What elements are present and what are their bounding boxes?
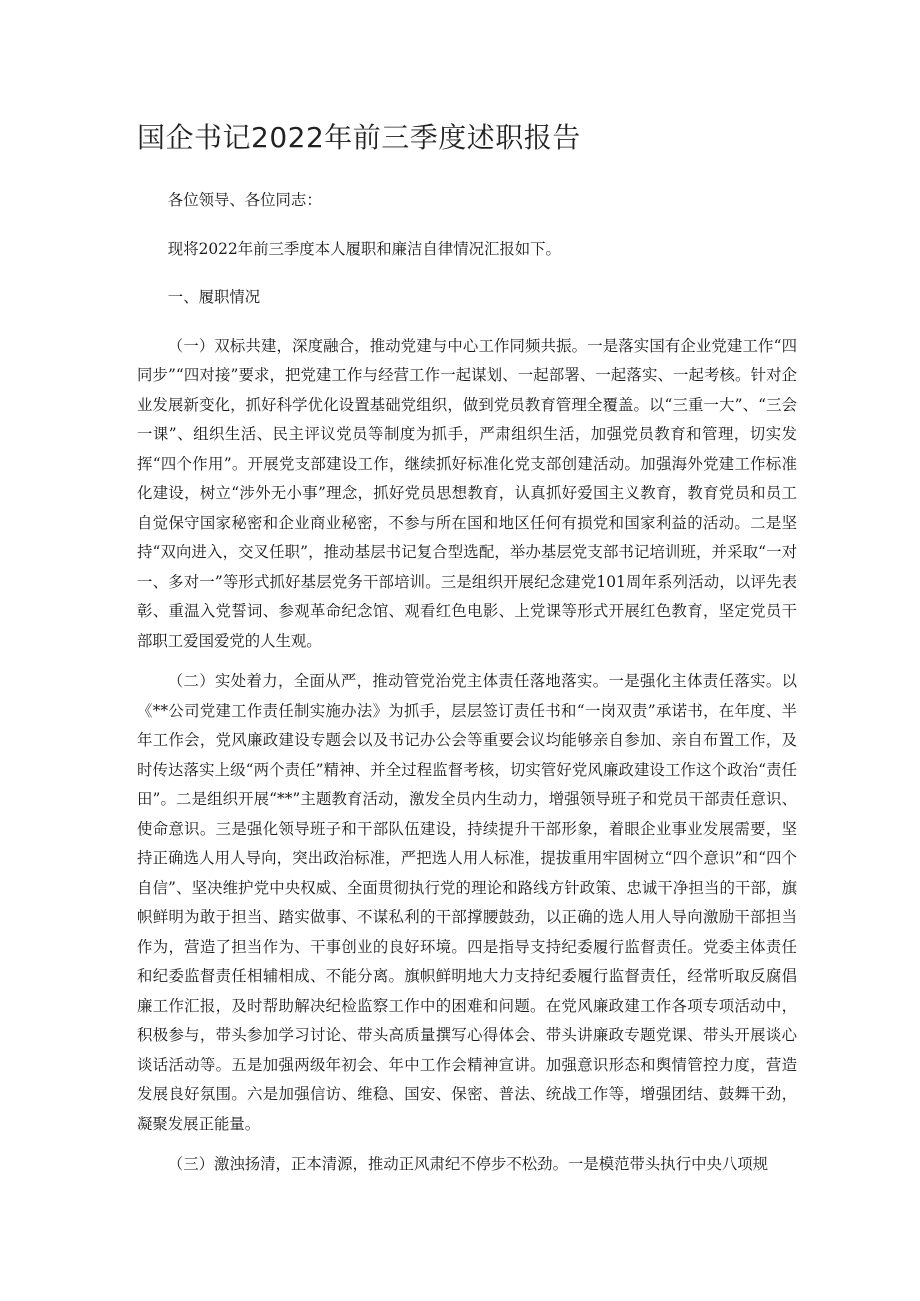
body-paragraph: （三）激浊扬清，正本清源，推动正风肃纪不停步不松劲。一是模范带头执行中央八项规 <box>167 1155 769 1173</box>
section-heading: 一、履职情况 <box>167 288 261 306</box>
body-paragraph: （一）双标共建，深度融合，推动党建与中心工作同频共振。一是落实国有企业党建工作“四同步”“四对接”要求，把党建工作与经营工作一起谋划、一起部署、一起落实、一起考核。针对企业发展新变化，抓好科学优化设置基础党组织，做到党员教育管理全覆盖。以“三重一大”、“三会一课”、组织生活、民主评议党员等制度为抓手，严肃组织生活，加强党员教育和管理，切实发挥“四个作用”。开展党支部建设工作，继续抓好标准化党支部创建活动。加强海外党建工作标准化建设，树立“涉外无小事”理念，抓好党员思想教育，认真抓好爱国主义教育，教育党员和员工自觉保守国家秘密和企业商业秘密，不参与所在国和地区任何有损党和国家利益的活动。二是坚持“双向进入，交叉任职”，推动基层书记复合型选配，举办基层党支部书记培训班，并采取“一对一、多对一”等形式抓好基层党务干部培训。三是组织开展纪念建党101周年系列活动，以评先表彰、重温入党誓词、参观革命纪念馆、观看红色电影、上党课等形式开展红色教育，坚定党员干部职工爱国爱党的人生观。 <box>137 336 797 650</box>
greeting-line: 各位领导、各位同志： <box>167 191 322 209</box>
document-page <box>137 118 797 1191</box>
body-paragraph: （二）实处着力，全面从严，推动管党治党主体责任落地落实。一是强化主体责任落实。以《**公司党建工作责任制实施办法》为抓手，层层签订责任书和“一岗双责”承诺书，在年度、半年工作会，党风廉政建设专题会以及书记办公会等重要会议均能够亲自参加、亲自布置工作，及时传达落实上级“两个责任”精神、并全过程监督考核，切实管好党风廉政建设工作这个政治“责任田”。二是组织开展“**”主题教育活动，激发全员内生动力，增强领导班子和党员干部责任意识、使命意识。三是强化领导班子和干部队伍建设，持续提升干部形象，着眼企业事业发展需要，坚持正确选人用人导向，突出政治标准，严把选人用人标准，提拔重用牢固树立“四个意识”和“四个自信”、坚决维护党中央权威、全面贯彻执行党的理论和路线方针政策、忠诚干净担当的干部，旗帜鲜明为敢于担当、踏实做事、不谋私利的干部撑腰鼓劲，以正确的选人用人导向激励干部担当作为，营造了担当作为、干事创业的良好环境。四是指导支持纪委履行监督责任。党委主体责任和纪委监督责任相辅相成、不能分离。旗帜鲜明地大力支持纪委履行监督责任，经常听取反腐倡廉工作汇报，及时帮助解决纪检监察工作中的困难和问题。在党风廉政建工作各项专项活动中，积极参与，带头参加学习讨论、带头高质量撰写心得体会、带头讲廉政专题党课、带头开展谈心谈话活动等。五是加强两级年初会、年中工作会精神宣讲。加强意识形态和舆情管控力度，营造发展良好氛围。六是加强信访、维稳、国安、保密、普法、统战工作等，增强团结、鼓舞干劲，凝聚发展正能量。 <box>137 672 797 1133</box>
intro-paragraph: 现将2022年前三季度本人履职和廉洁自律情况汇报如下。 <box>167 239 561 258</box>
document-title: 国企书记2022年前三季度述职报告 <box>137 121 581 154</box>
